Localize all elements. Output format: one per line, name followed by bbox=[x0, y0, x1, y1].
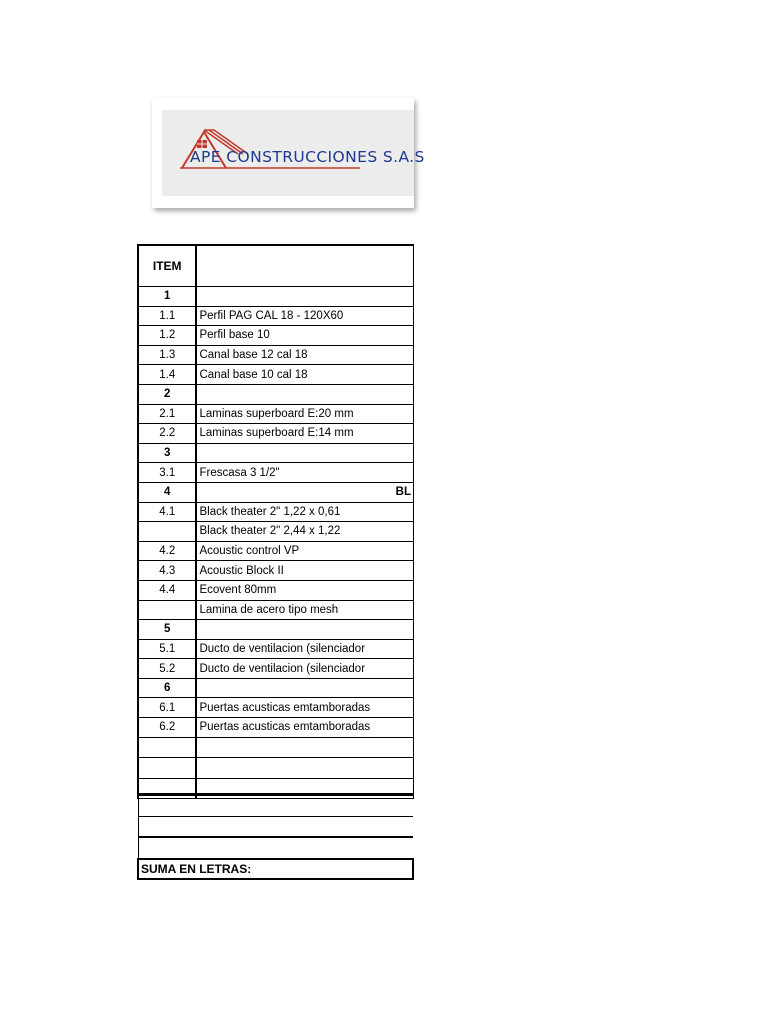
table-row bbox=[138, 659, 414, 679]
table-row bbox=[138, 463, 414, 483]
description-cell[interactable]: Ecovent 80mm bbox=[196, 580, 413, 600]
item-cell[interactable]: 4 bbox=[138, 482, 196, 502]
item-cell[interactable]: 1 bbox=[138, 287, 196, 307]
description-cell[interactable]: Ducto de ventilacion (silenciador bbox=[196, 659, 413, 679]
table-row bbox=[138, 522, 414, 542]
item-cell[interactable]: 2.2 bbox=[138, 424, 196, 444]
totals-table bbox=[137, 793, 414, 880]
description-cell[interactable]: Perfil base 10 bbox=[196, 326, 413, 346]
table-row bbox=[138, 443, 414, 463]
description-cell[interactable]: Acoustic control VP bbox=[196, 541, 413, 561]
description-cell[interactable]: BL bbox=[196, 482, 413, 502]
item-cell[interactable]: 6 bbox=[138, 678, 196, 698]
item-cell[interactable] bbox=[138, 600, 196, 620]
description-cell[interactable]: Canal base 12 cal 18 bbox=[196, 345, 413, 365]
description-cell[interactable]: Frescasa 3 1/2" bbox=[196, 463, 413, 483]
item-cell[interactable]: 4.3 bbox=[138, 561, 196, 581]
item-cell[interactable]: 2 bbox=[138, 384, 196, 404]
totals-cell[interactable] bbox=[138, 837, 413, 859]
totals-row bbox=[138, 837, 413, 859]
description-cell[interactable] bbox=[196, 287, 413, 307]
item-cell[interactable]: 1.3 bbox=[138, 345, 196, 365]
table-row bbox=[138, 326, 414, 346]
description-cell[interactable] bbox=[196, 620, 413, 640]
empty-cell[interactable] bbox=[196, 737, 413, 758]
totals-cell[interactable] bbox=[138, 816, 413, 837]
table-row bbox=[138, 345, 414, 365]
suma-row bbox=[138, 859, 413, 879]
item-cell[interactable] bbox=[138, 522, 196, 542]
table-row bbox=[138, 306, 414, 326]
table-row bbox=[138, 620, 414, 640]
totals-row bbox=[138, 795, 413, 817]
table-row bbox=[138, 561, 414, 581]
item-cell[interactable]: 5.1 bbox=[138, 639, 196, 659]
table-row bbox=[138, 482, 414, 502]
table-row bbox=[138, 404, 414, 424]
description-cell[interactable] bbox=[196, 384, 413, 404]
table-row bbox=[138, 718, 414, 738]
description-cell[interactable]: Puertas acusticas emtamboradas bbox=[196, 698, 413, 718]
table-row bbox=[138, 424, 414, 444]
table-row bbox=[138, 678, 414, 698]
description-cell[interactable] bbox=[196, 443, 413, 463]
item-cell[interactable]: 3.1 bbox=[138, 463, 196, 483]
item-cell[interactable]: 4.1 bbox=[138, 502, 196, 522]
item-cell[interactable]: 5.2 bbox=[138, 659, 196, 679]
table-row bbox=[138, 384, 414, 404]
description-cell[interactable]: Black theater 2" 1,22 x 0,61 bbox=[196, 502, 413, 522]
description-cell[interactable]: Perfil PAG CAL 18 - 120X60 bbox=[196, 306, 413, 326]
table-row bbox=[138, 639, 414, 659]
company-name: APE CONSTRUCCIONES S.A.S bbox=[190, 148, 425, 166]
header-item: ITEM bbox=[138, 245, 196, 287]
suma-en-letras-label: SUMA EN LETRAS: bbox=[138, 859, 413, 879]
header-description bbox=[196, 245, 413, 287]
empty-row bbox=[138, 758, 414, 779]
description-cell[interactable]: Laminas superboard E:14 mm bbox=[196, 424, 413, 444]
description-cell[interactable] bbox=[196, 678, 413, 698]
item-cell[interactable]: 1.1 bbox=[138, 306, 196, 326]
table-row bbox=[138, 541, 414, 561]
item-cell[interactable]: 1.4 bbox=[138, 365, 196, 385]
description-cell[interactable]: Ducto de ventilacion (silenciador bbox=[196, 639, 413, 659]
item-cell[interactable]: 4.2 bbox=[138, 541, 196, 561]
description-cell[interactable]: Puertas acusticas emtamboradas bbox=[196, 718, 413, 738]
item-cell[interactable]: 3 bbox=[138, 443, 196, 463]
table-row bbox=[138, 600, 414, 620]
item-cell[interactable]: 4.4 bbox=[138, 580, 196, 600]
item-cell[interactable]: 1.2 bbox=[138, 326, 196, 346]
empty-row bbox=[138, 737, 414, 758]
table-row bbox=[138, 698, 414, 718]
table-row bbox=[138, 287, 414, 307]
empty-cell[interactable] bbox=[196, 758, 413, 779]
empty-cell[interactable] bbox=[138, 737, 196, 758]
items-table bbox=[137, 244, 414, 799]
table-row bbox=[138, 365, 414, 385]
table-row bbox=[138, 580, 414, 600]
table-row bbox=[138, 502, 414, 522]
item-cell[interactable]: 6.1 bbox=[138, 698, 196, 718]
description-cell[interactable]: Lamina de acero tipo mesh bbox=[196, 600, 413, 620]
table-header-row bbox=[138, 245, 414, 287]
totals-row bbox=[138, 816, 413, 837]
description-cell[interactable]: Black theater 2" 2,44 x 1,22 bbox=[196, 522, 413, 542]
totals-cell[interactable] bbox=[138, 795, 413, 817]
description-cell[interactable]: Canal base 10 cal 18 bbox=[196, 365, 413, 385]
empty-cell[interactable] bbox=[138, 758, 196, 779]
description-cell[interactable]: Acoustic Block II bbox=[196, 561, 413, 581]
item-cell[interactable]: 2.1 bbox=[138, 404, 196, 424]
item-cell[interactable]: 6.2 bbox=[138, 718, 196, 738]
description-cell[interactable]: Laminas superboard E:20 mm bbox=[196, 404, 413, 424]
item-cell[interactable]: 5 bbox=[138, 620, 196, 640]
